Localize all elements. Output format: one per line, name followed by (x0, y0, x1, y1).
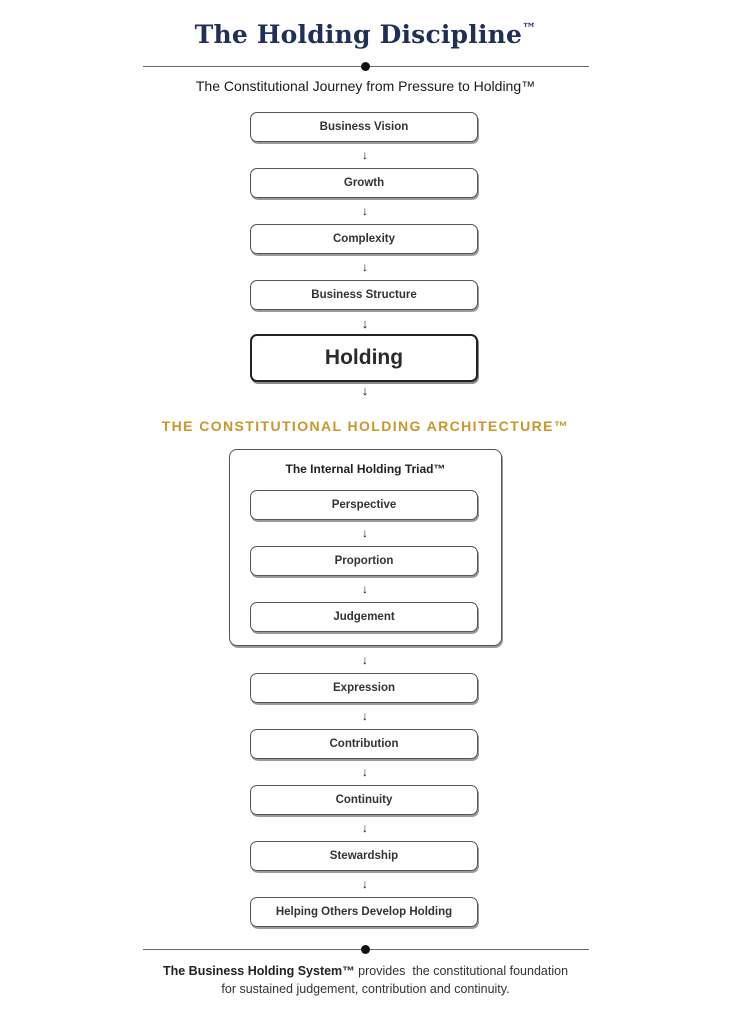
step-perspective: Perspective (250, 490, 478, 520)
bottom-divider-dot (361, 945, 370, 954)
footer-line1: provides the constitutional foundation (354, 964, 569, 978)
journey-subtitle: The Constitutional Journey from Pressure to Holding™ (195, 78, 536, 94)
arrow-down-icon: ↓ (362, 653, 368, 667)
top-divider-dot (361, 62, 370, 71)
arrow-down-icon: ↓ (361, 383, 369, 398)
footer-line2: for sustained judgement, contribution and continuity. (221, 982, 510, 996)
architecture-heading: THE CONSTITUTIONAL HOLDING ARCHITECTURE™ (161, 418, 570, 434)
step-contribution: Contribution (250, 729, 478, 759)
step-judgement: Judgement (250, 602, 478, 632)
step-complexity: Complexity (250, 224, 478, 254)
arrow-down-icon: ↓ (361, 316, 369, 331)
arrow-down-icon: ↓ (362, 260, 368, 274)
step-business-structure: Business Structure (250, 280, 478, 310)
footer-system-name: The Business Holding System™ (162, 964, 355, 978)
arrow-down-icon: ↓ (362, 582, 368, 596)
arrow-down-icon: ↓ (362, 821, 368, 835)
page-title: The Holding Discipline™ (194, 20, 537, 49)
arrow-down-icon: ↓ (362, 204, 368, 218)
arrow-down-icon: ↓ (362, 765, 368, 779)
arrow-down-icon: ↓ (362, 526, 368, 540)
triad-title: The Internal Holding Triad™ (285, 462, 446, 476)
step-growth: Growth (250, 168, 478, 198)
step-continuity: Continuity (250, 785, 478, 815)
step-holding: Holding (250, 334, 478, 382)
step-stewardship: Stewardship (250, 841, 478, 871)
step-expression: Expression (250, 673, 478, 703)
step-helping-others: Helping Others Develop Holding (250, 897, 478, 927)
arrow-down-icon: ↓ (362, 877, 368, 891)
footer-statement (0, 962, 731, 998)
step-business-vision: Business Vision (250, 112, 478, 142)
arrow-down-icon: ↓ (362, 148, 368, 162)
arrow-down-icon: ↓ (362, 709, 368, 723)
step-proportion: Proportion (250, 546, 478, 576)
